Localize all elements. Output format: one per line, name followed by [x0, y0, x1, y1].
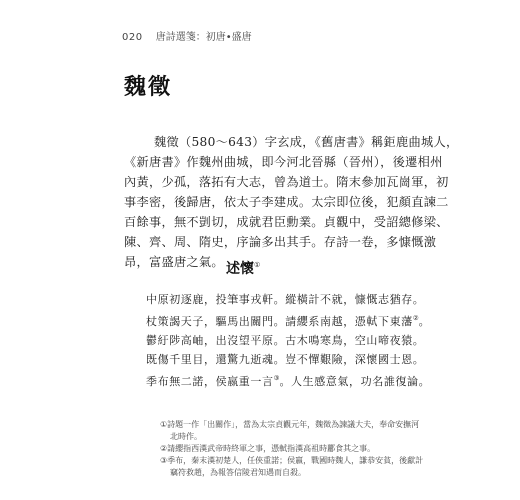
- footnote: [160, 443, 400, 455]
- biography-line: 百餘事，無不剴切，成就君臣勳業。貞觀中，受詔總修梁、: [124, 215, 449, 229]
- biography-line: 內黃，少孤，落拓有大志，曾為道士。隋末參加瓦崗軍，初: [124, 175, 449, 189]
- poem-line-text: 杖策謁天子，驅馬出關門。請纓系南越，憑軾下東藩: [146, 315, 413, 328]
- poem-line: [146, 331, 430, 350]
- footnote-text: 詩題一作「出關作」，當為太宗貞觀元年，魏徵為諫議大夫，奉命安撫河: [167, 420, 420, 429]
- author-heading: 魏徵: [124, 75, 173, 100]
- footnote-number: ③: [160, 456, 168, 465]
- biography-line: 《新唐書》作魏州曲城，即今河北晉縣（晉州），後遷相州: [124, 155, 443, 169]
- footnote-continuation: 竊符救趙，為報答信陵君知遇而自殺。: [170, 468, 306, 477]
- running-title: 唐詩選箋：初唐•盛唐: [155, 32, 252, 43]
- footnote-continuation: 北時作。: [170, 432, 202, 441]
- footnote-marker: ②: [412, 314, 419, 322]
- poem-line: [146, 350, 430, 369]
- poem-line: [146, 290, 430, 309]
- footnote-marker: ①: [254, 261, 261, 269]
- poem-body: [146, 290, 430, 391]
- poem-line-text: 既傷千里目，還驚九逝魂。豈不憚艱險，深懷國士恩。: [146, 353, 425, 366]
- poem-title: [226, 258, 260, 278]
- footnote-number: ②: [160, 444, 168, 453]
- footnote: [160, 419, 420, 443]
- footnote: [160, 455, 424, 479]
- page-number: 020: [122, 32, 143, 43]
- biography-line: 事李密，後歸唐，依太子李建成。太宗即位後，犯顏直諫二: [124, 195, 449, 209]
- poem-line-text: 。人生感意氣，功名誰復論。: [279, 375, 431, 388]
- biography-line: 魏徵（580～643）字玄成，《舊唐書》稱鉅鹿曲城人，: [154, 135, 459, 149]
- footnote-marker: ③: [273, 374, 280, 382]
- biography-line: 昂，富盛唐之氣。: [124, 255, 224, 269]
- poem-line-text: 鬱紆陟高岫，出沒望平原。古木鳴寒鳥，空山啼夜猿。: [146, 334, 425, 347]
- footnote-text: 季布，秦末漢初楚人，任俠重諾；侯嬴，戰國時魏人，謙恭安貧，後獻計: [167, 456, 424, 465]
- author-biography: [124, 132, 459, 272]
- footnote-text: 請纓指西漢武帝時終軍之事，憑軾指漢高祖時酈食其之事。: [167, 444, 376, 453]
- footnote-number: ①: [160, 420, 168, 429]
- poem-line: 杖策謁天子，驅馬出關門。請纓系南越，憑軾下東藩②。: [146, 314, 431, 328]
- poem-line-text: 中原初逐鹿，投筆事戎軒。縱橫計不就，慷慨志猶存。: [146, 293, 425, 306]
- poem-title-text: 述懷: [226, 261, 254, 277]
- footnotes: [160, 419, 424, 479]
- biography-line: 陳、齊、周、隋史，序論多出其手。存詩一卷，多慷慨激: [124, 235, 437, 249]
- poem-line: [146, 369, 430, 391]
- poem-line-text: 季布無二諾，侯嬴重一言: [146, 375, 274, 388]
- running-header: [122, 28, 252, 43]
